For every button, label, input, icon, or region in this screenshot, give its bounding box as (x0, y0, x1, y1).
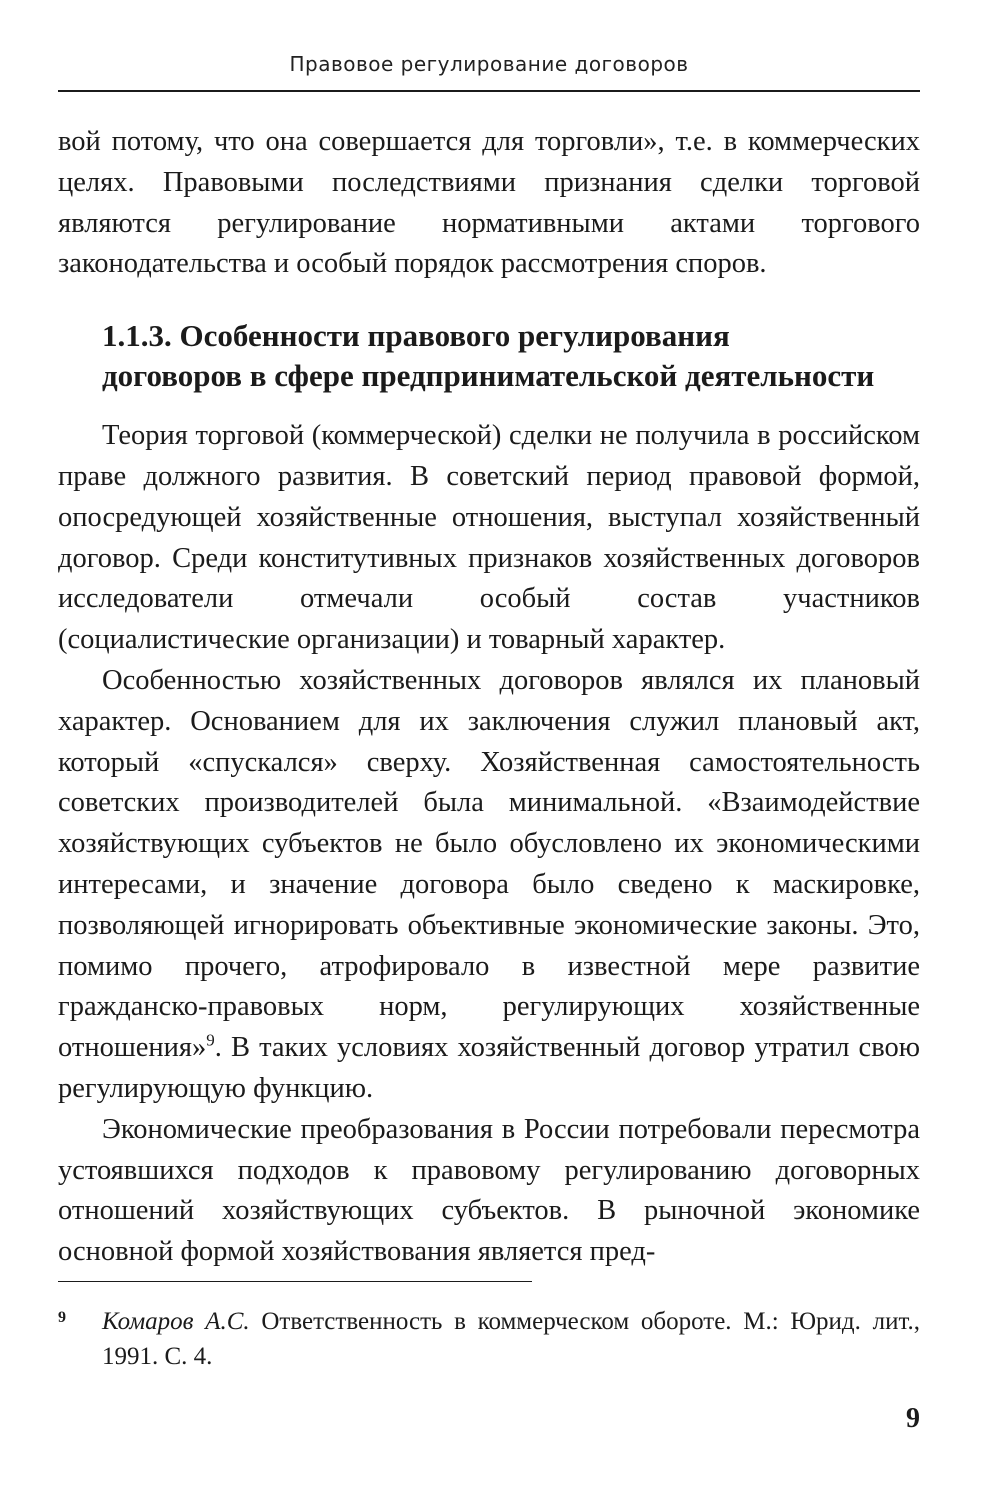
footnote (58, 1304, 920, 1374)
footnote-citation: Ответственность в коммерческом обороте. М.: Юрид. лит., 1991. С. 4. (102, 1308, 920, 1370)
main-text (58, 122, 920, 1273)
footnote-text (102, 1304, 920, 1374)
paragraph-1: Теория торговой (коммерческой) сделки не получила в российском праве должного развития. В советский период правовой формой, опосредующей хозяйственные отношения, выступал хозяйственный договор. Среди конститутивных признаков хозяйственных договоров исследователи отмечали особый состав участников (социалистические организации) и товарный характер. (58, 420, 920, 656)
running-head: Правовое регулирование договоров (289, 52, 689, 76)
page-number: 9 (906, 1403, 920, 1434)
section-heading (58, 316, 920, 396)
paragraph-2 (58, 661, 920, 1110)
footnote-author: Комаров А.С. (102, 1308, 250, 1335)
footnote-number: 9 (58, 1309, 66, 1326)
footnote-rule (58, 1281, 532, 1282)
footnote-reference[interactable]: 9 (206, 1030, 215, 1050)
paragraph-3: Экономические преобразования в России потребовали пересмотра устоявшихся подходов к правовому регулированию договорных отношений хозяйствующих субъектов. В рыночной экономике основной формой хозяйствования является пред- (58, 1113, 920, 1268)
section-heading-line-1: 1.1.3. Особенности правового регулирования (102, 318, 730, 354)
section-heading-line-2: договоров в сфере предпринимательской деятельности (102, 358, 875, 394)
paragraph-2-text-end: . В таких условиях хозяйственный договор утратил свою регулирующую функцию. (58, 1032, 920, 1104)
paragraph-2-text: Особенностью хозяйственных договоров являлся их плановый характер. Основанием для их заключения служил плановый акт, который «спускался» сверху. Хозяйственная самостоятельность советских производителей была минимальной. «Взаимодействие хозяйствующих субъектов не было обусловлено их экономическими интересами, и значение договора было сведено к маскировке, позволяющей игнорировать объективные экономические законы. Это, помимо прочего, атрофировало в известной мере развитие гражданско-правовых норм, регулирующих хозяйственные отношения» (58, 664, 920, 1064)
intro-paragraph: вой потому, что она совершается для торговли», т.е. в коммерческих целях. Правовыми последствиями признания сделки торговой являются регулирование нормативными актами торгового законодательства и особый порядок рассмотрения споров. (58, 126, 920, 280)
header-rule (58, 90, 920, 92)
